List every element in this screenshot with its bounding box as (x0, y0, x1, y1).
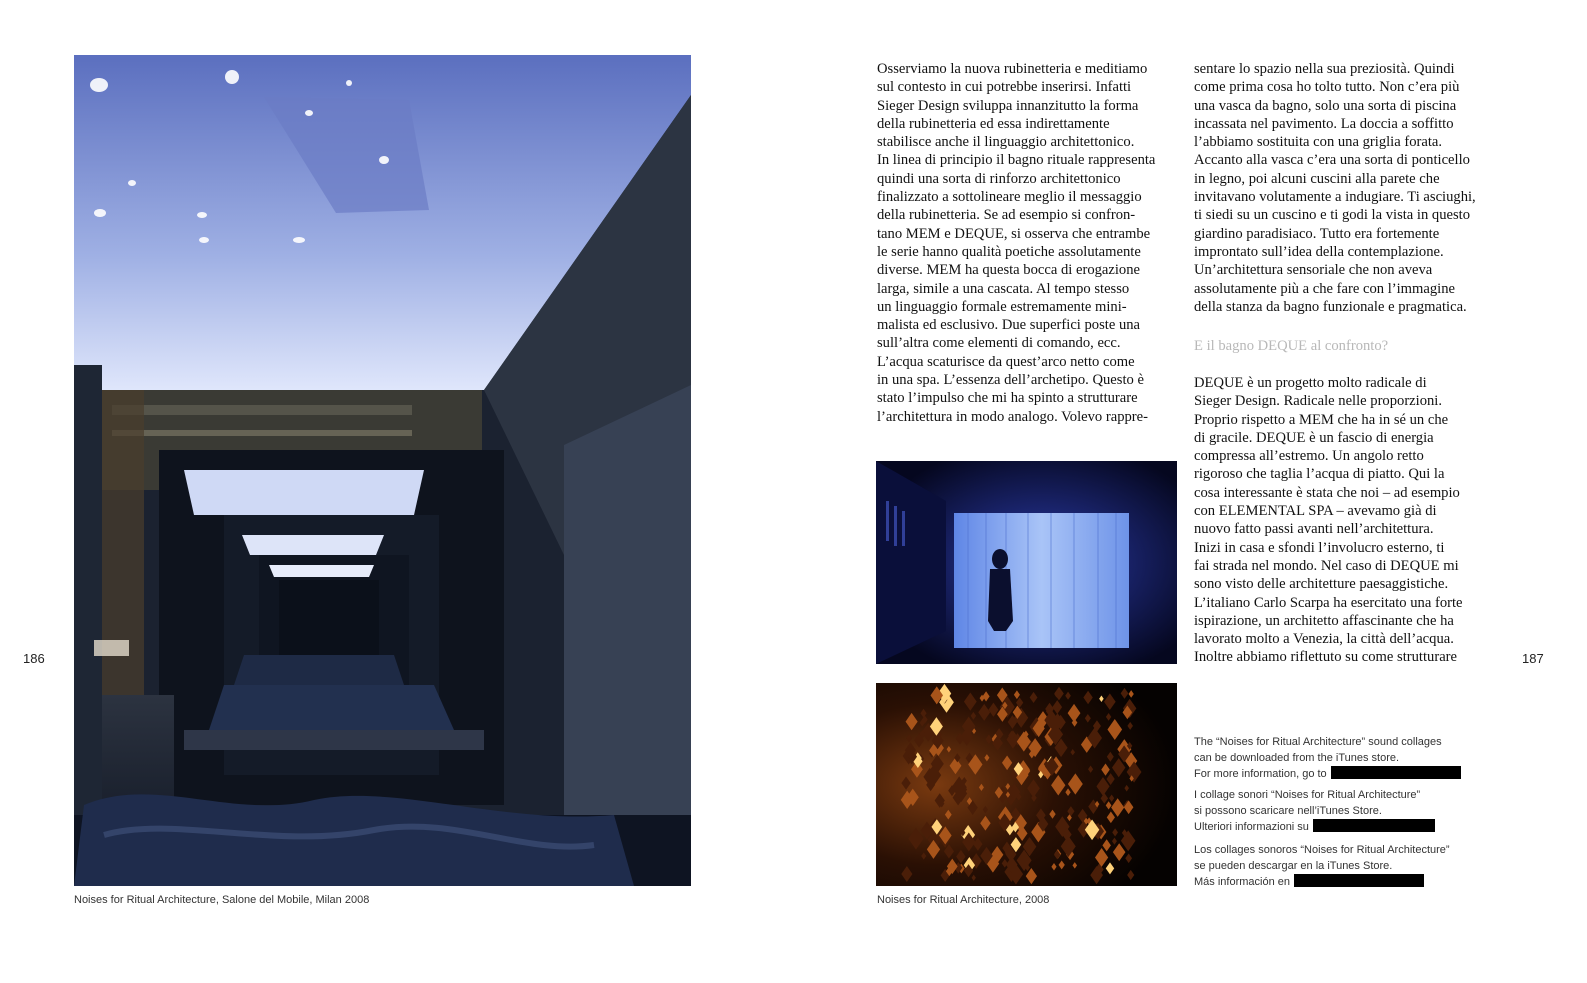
text-line: tano MEM e DEQUE, si osserva che entrambe (877, 225, 1151, 242)
text-line: una vasca da bagno, solo una sorta di piscina (1194, 97, 1457, 114)
text-line: L’italiano Carlo Scarpa ha esercitato una forte (1194, 594, 1463, 611)
note-line-text: Ulteriori informazioni su (1194, 821, 1309, 833)
text-line: l’architettura in modo analogo. Volevo rappre- (877, 408, 1148, 425)
text-line: stato l’impulso che mi ha spinto a strutturare (877, 390, 1138, 407)
amber-particles-photo (876, 683, 1177, 886)
text-line: DEQUE è un progetto molto radicale di (1194, 375, 1427, 391)
note-line (1194, 819, 1435, 836)
text-line: Accanto alla vasca c’era una sorta di ponticello (1194, 152, 1470, 169)
text-line: improntato sull’idea della contemplazione. (1194, 243, 1444, 260)
note-line: The “Noises for Ritual Architecture” sound collages (1194, 736, 1442, 748)
installation-corridor-photo (74, 55, 691, 886)
text-line: stabilisce anche il linguaggio architettonico. (877, 134, 1135, 151)
text-line: ti siedi su un cuscino e ti godi la vista in questo (1194, 207, 1471, 224)
text-line: come prima cosa ho tolto tutto. Non c’era più (1194, 79, 1460, 96)
redacted-link (1331, 766, 1461, 779)
text-line: le serie hanno qualità poetiche assolutamente (877, 243, 1141, 260)
figure-behind-curtain-photo (876, 461, 1177, 664)
text-line: un linguaggio formale estremamente mini- (877, 298, 1127, 315)
text-line: della stanza da bagno funzionale e pragmatica. (1194, 298, 1467, 315)
text-line: larga, simile a una cascata. Al tempo stesso (877, 280, 1130, 297)
text-line: sull’altra come elementi di comando, ecc. (877, 335, 1121, 352)
text-line: Un’architettura sensoriale che non aveva (1194, 262, 1433, 279)
text-line: nuovo fatto passi avanti nell’architettura. (1194, 521, 1434, 538)
page-number-right: 187 (1522, 651, 1544, 666)
text-line: ispirazione, un architetto affascinante che ha (1194, 612, 1454, 629)
photo-caption-right: Noises for Ritual Architecture, 2008 (877, 894, 1050, 906)
redacted-link (1313, 819, 1435, 832)
text-line: giardino paradisiaco. Tutto era fortemente (1194, 225, 1440, 242)
text-line: In linea di principio il bagno rituale rappresenta (877, 152, 1156, 169)
text-line: sul contesto in cui potrebbe inserirsi. Infatti (877, 79, 1132, 96)
text-line: in legno, poi alcuni cuscini alla parete che (1194, 170, 1440, 187)
text-line: sono visto delle architetture paesaggistiche. (1194, 576, 1449, 593)
text-line: quindi una sorta di rinforzo architettonico (877, 170, 1121, 187)
note-line: I collage sonori “Noises for Ritual Architecture” (1194, 789, 1421, 801)
text-line: cosa interessante è stata che noi – ad esempio (1194, 484, 1460, 501)
text-line: incassata nel pavimento. La doccia a soffitto (1194, 115, 1454, 132)
text-line: malista ed esclusivo. Due superfici poste una (877, 317, 1141, 334)
redacted-link (1294, 874, 1424, 887)
note-line-text: Más información en (1194, 876, 1290, 888)
text-column-2-top (1194, 60, 1514, 316)
text-line: sentare lo spazio nella sua preziosità. Quindi (1194, 61, 1455, 77)
note-italian (1194, 788, 1435, 836)
note-line (1194, 874, 1450, 891)
text-line: Osserviamo la nuova rubinetteria e meditiamo (877, 61, 1148, 77)
note-line: can be downloaded from the iTunes store. (1194, 751, 1400, 764)
text-line: della rubinetteria. Se ad esempio si confron- (877, 207, 1136, 224)
text-line: Sieger Design sviluppa innanzitutto la forma (877, 97, 1139, 114)
text-line: con ELEMENTAL SPA – avevamo già di (1194, 503, 1437, 520)
text-line: Inizi in casa e sfondi l’involucro esterno, ti (1194, 539, 1445, 556)
text-line: in una spa. L’essenza dell’archetipo. Questo è (877, 372, 1144, 389)
text-line: della rubinetteria ed essa indirettamente (877, 115, 1110, 132)
text-line: diverse. MEM ha questa bocca di erogazione (877, 262, 1140, 279)
text-line: Inoltre abbiamo riflettuto su come strutturare (1194, 649, 1458, 666)
text-line: invitavano volutamente a indugiare. Ti asciughi, (1194, 189, 1476, 206)
text-line: L’acqua scaturisce da quest’arco netto come (877, 353, 1135, 370)
interview-question: E il bagno DEQUE al confronto? (1194, 338, 1389, 354)
text-column-1 (877, 60, 1182, 426)
text-column-2-bottom (1194, 374, 1514, 667)
text-line: l’abbiamo sostituita con una griglia forata. (1194, 134, 1443, 151)
text-line: lavorato molto a Venezia, la città dell’acqua. (1194, 631, 1454, 648)
text-line: finalizzato a sottolineare meglio il messaggio (877, 189, 1142, 206)
text-line: Proprio rispetto a MEM che ha in sé un che (1194, 411, 1449, 428)
note-english (1194, 735, 1461, 783)
text-line: rigoroso che taglia l’acqua di piatto. Qui la (1194, 466, 1445, 483)
note-line: si possono scaricare nell’iTunes Store. (1194, 804, 1382, 817)
note-line: Los collages sonoros “Noises for Ritual Architecture” (1194, 844, 1450, 856)
note-line-text: For more information, go to (1194, 768, 1327, 780)
photo-caption-left: Noises for Ritual Architecture, Salone del Mobile, Milan 2008 (74, 894, 370, 906)
text-line: compressa all’estremo. Un angolo retto (1194, 448, 1424, 465)
text-line: assolutamente più a che fare con l’immagine (1194, 280, 1455, 297)
note-line: se pueden descargar en la iTunes Store. (1194, 859, 1393, 872)
text-line: fai strada nel mondo. Nel caso di DEQUE mi (1194, 557, 1459, 574)
page-number-left: 186 (23, 651, 45, 666)
text-line: Sieger Design. Radicale nelle proporzioni. (1194, 393, 1443, 410)
note-line (1194, 766, 1461, 783)
text-line: di gracile. DEQUE è un fascio di energia (1194, 429, 1434, 446)
note-spanish (1194, 843, 1450, 891)
